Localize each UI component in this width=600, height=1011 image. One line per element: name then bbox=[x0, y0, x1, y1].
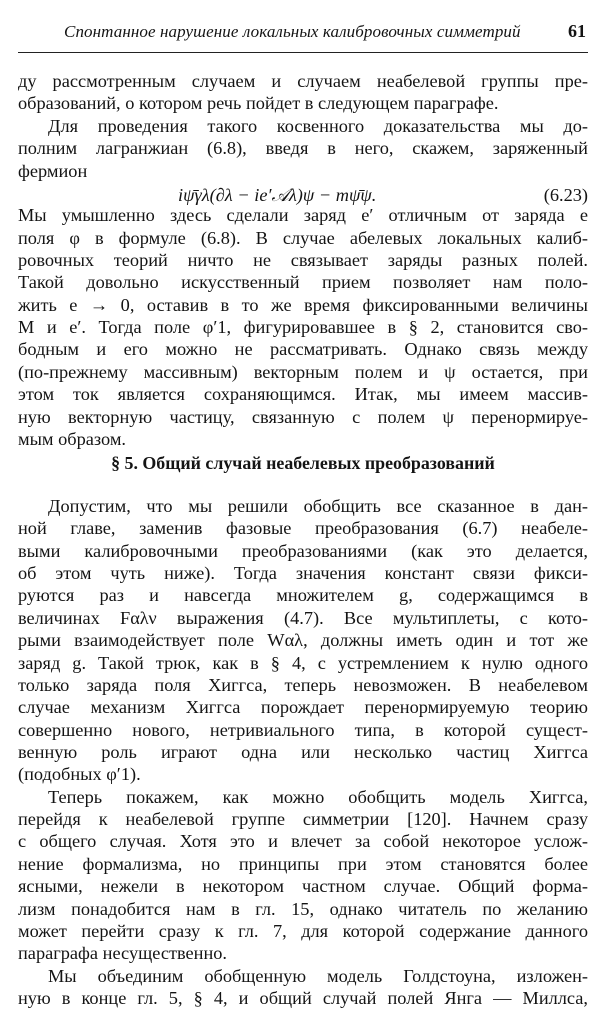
text-line: этом ток является сохраняющимся. Итак, мы имеем массив- bbox=[18, 384, 588, 405]
text-line: величинах Fαλν выражения (4.7). Все мультиплеты, с кото- bbox=[18, 607, 588, 628]
text-line: ясными, нежели в некотором частном случае. Общий форма- bbox=[18, 876, 588, 897]
text-line: нение формализма, но принципы при этом становятся более bbox=[18, 853, 588, 874]
text-line: совершенно нового, нетривиального типа, в которой сущест- bbox=[18, 719, 588, 740]
text-line: рыми взаимодействует поле Wαλ, должны иметь один и тот же bbox=[18, 630, 588, 651]
section-heading: § 5. Общий случай неабелевых преобразований bbox=[111, 453, 495, 474]
text-line: лизм понадобится нам в гл. 15, однако читатель по желанию bbox=[18, 898, 588, 919]
page-number: 61 bbox=[568, 21, 586, 41]
text-line: Мы объединим обобщенную модель Голдстоуна, изложен- bbox=[48, 965, 588, 986]
text-line: ную в конце гл. 5, § 4, и общий случай полей Янга — Миллса, bbox=[18, 988, 588, 1008]
text-line: Мы умышленно здесь сделали заряд e′ отличным от заряда e bbox=[18, 205, 588, 226]
text-line: жить e → 0, оставив в то же время фиксированными величины bbox=[18, 294, 588, 315]
text-line: мым образом. bbox=[18, 428, 127, 449]
text-line: фермион bbox=[18, 160, 88, 181]
text-line: заряд g. Такой трюк, как в § 4, с устремлением к нулю одного bbox=[18, 652, 588, 673]
text-line: с общего случая. Хотя это и влечет за собой некоторое услож- bbox=[18, 831, 588, 852]
text-line: руются раз и навсегда множителем g, содержащимся в bbox=[18, 585, 588, 606]
text-line: Теперь покажем, как можно обобщить модель Хиггса, bbox=[48, 786, 588, 807]
text-line: (подобных φ′1). bbox=[18, 764, 141, 785]
text-line: случае механизм Хиггса порождает перенормируемую теорию bbox=[18, 697, 588, 718]
text-line: венную роль играют одна или несколько частиц Хиггса bbox=[18, 742, 588, 762]
text-line: перейдя к неабелевой группе симметрии [120]. Начнем сразу bbox=[18, 809, 588, 830]
text-line: Допустим, что мы решили обобщить все сказанное в дан- bbox=[48, 496, 588, 516]
text-line: выми калибровочными преобразованиями (как это делается, bbox=[18, 540, 588, 561]
text-line: ровочных теорий ничто не связывает заряды разных полей. bbox=[18, 249, 588, 270]
header-rule bbox=[18, 52, 588, 53]
text-line: поля φ в формуле (6.8). В случае абелевых локальных калиб- bbox=[18, 227, 588, 248]
text-line: M и e′. Тогда поле φ′1, фигурировавшее в § 2, становится сво- bbox=[18, 317, 588, 337]
running-title: Спонтанное нарушение локальных калибровочных симметрий bbox=[64, 22, 521, 41]
text-line: бодным и его можно не рассматривать. Однако связь между bbox=[18, 339, 588, 360]
text-line: об этом чуть ниже). Тогда значения констант связи фикси- bbox=[18, 563, 588, 583]
text-line: Такой довольно искусственный прием позволяет нам поло- bbox=[18, 272, 588, 293]
text-line: может перейти сразу к гл. 7, для которой содержание данного bbox=[18, 920, 588, 941]
text-line: полним лагранжиан (6.8), введя в него, скажем, заряженный bbox=[18, 138, 588, 159]
text-line: только заряда поля Хиггса, теперь невозможен. В неабелевом bbox=[18, 674, 588, 695]
running-head bbox=[14, 18, 586, 46]
text-line: ной главе, заменив фазовые преобразования (6.7) неабеле- bbox=[18, 518, 588, 539]
text-line: параграфа несущественно. bbox=[18, 943, 228, 964]
text-line: Для проведения такого косвенного доказательства мы до- bbox=[48, 115, 588, 136]
equation-number: (6.23) bbox=[543, 184, 588, 205]
text-line: ду рассмотренным случаем и случаем неабелевой группы пре- bbox=[18, 71, 588, 91]
text-line: (по-прежнему массивным) векторным полем и ψ остается, при bbox=[18, 361, 588, 382]
text-line: образований, о котором речь пойдет в следующем параграфе. bbox=[18, 93, 499, 114]
text-line: ную векторную частицу, связанную с полем ψ перенормируе- bbox=[18, 406, 588, 427]
formula-expression: iψ̄γλ(∂λ − ie′𝒜λ)ψ − mψ̄ψ. bbox=[178, 184, 377, 205]
